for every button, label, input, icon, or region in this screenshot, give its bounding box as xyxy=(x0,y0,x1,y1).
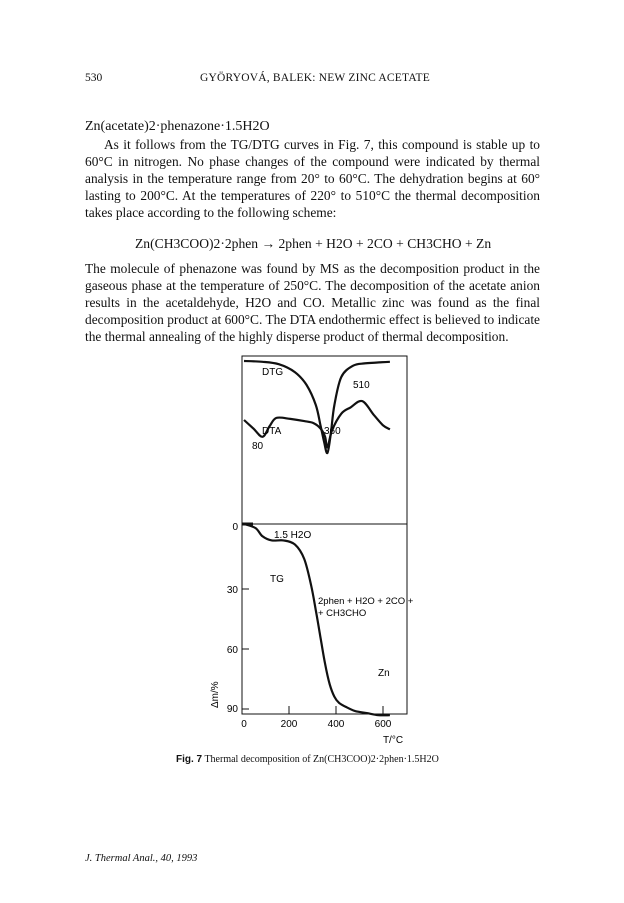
running-head: GYÖRYOVÁ, BALEK: NEW ZINC ACETATE xyxy=(199,72,431,84)
caption-text: Thermal decomposition of Zn(CH3COO)2·2phen·1.5H2O xyxy=(204,754,439,765)
zn-label: Zn xyxy=(378,668,390,679)
x-tick-label: 0 xyxy=(241,719,247,730)
paragraph-1: As it follows from the TG/DTG curves in Fig. 7, this compound is stable up to 60°C in nitrogen. No phase changes of the compound were indicated by thermal analysis in the temperature range from 20° to 60°C. The dehydration begins at 60° lasting to 200°C. At the temperatures of 220° to 510°C the thermal decomposition takes place according to the following scheme: xyxy=(85,137,540,220)
figure-caption xyxy=(176,754,439,765)
y-axis-label: Δm/% xyxy=(210,681,221,708)
y-tick-label: 60 xyxy=(226,645,238,656)
y-tick-label: 0 xyxy=(232,522,238,533)
dta-label: DTA xyxy=(262,426,282,437)
tg-label: TG xyxy=(270,574,284,585)
tg-curve xyxy=(244,524,390,715)
x-tick-label: 600 xyxy=(374,719,392,730)
y-tick-label: 30 xyxy=(226,585,238,596)
x-tick-label: 200 xyxy=(280,719,298,730)
products-label-line2: + CH3CHO xyxy=(318,608,367,619)
x-axis-label: T/°C xyxy=(382,735,404,746)
peak-510-label: 510 xyxy=(353,380,370,391)
water-loss-label: 1.5 H2O xyxy=(274,530,312,541)
y-tick-label: 90 xyxy=(226,704,238,715)
x-axis xyxy=(241,706,403,746)
dtg-label: DTG xyxy=(262,367,284,378)
journal-footer: J. Thermal Anal., 40, 1993 xyxy=(85,853,198,864)
peak-360-label: 360 xyxy=(324,426,341,437)
paragraph-2: The molecule of phenazone was found by MS as the decomposition product in the gaseous phase at the temperature of 250°C. The decomposition of the acetate anion results in the acetaldehyde, H2O and CO. Metallic zinc was found as the final decomposition product at 600°C. The DTA endothermic effect is believed to indicate the thermal annealing of the highly disperse product of thermal decomposition. xyxy=(85,261,540,344)
caption-label: Fig. 7 xyxy=(176,754,203,765)
section-title: Zn(acetate)2·phenazone·1.5H2O xyxy=(85,119,270,134)
page-number: 530 xyxy=(85,72,103,84)
lower-panel-frame xyxy=(242,524,407,714)
peak-80-label: 80 xyxy=(252,441,264,452)
reaction-equation: Zn(CH3COO)2·2phen → 2phen + H2O + 2CO + CH3CHO + Zn xyxy=(135,236,492,251)
x-tick-label: 400 xyxy=(327,719,345,730)
products-label-line1: 2phen + H2O + 2CO + xyxy=(318,596,414,607)
y-axis xyxy=(210,522,249,715)
